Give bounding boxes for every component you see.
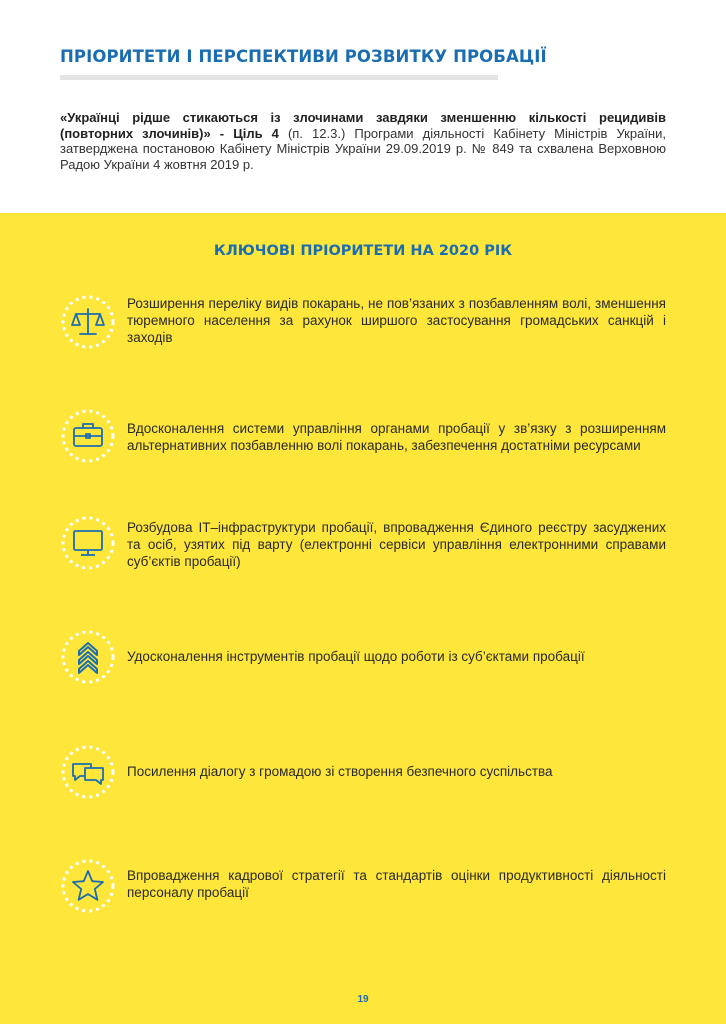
star-icon <box>60 858 116 914</box>
priority-text: Вдосконалення системи управління органами пробації у зв’язку з розширенням альтернативних позбавленню волі покарань, забезпечення достатніми ресурсами <box>127 421 666 453</box>
priority-text: Розбудова ІТ–інфраструктури пробації, впровадження Єдиного реєстру засуджених та осіб, узятих під варту (електронні сервіси управління електронними справами суб’єктів пробації) <box>127 520 666 569</box>
chat-bubbles-icon <box>60 744 116 800</box>
priority-text: Удосконалення інструментів пробації щодо роботи із суб’єктами пробації <box>127 649 585 664</box>
scales-icon <box>60 294 116 350</box>
briefcase-icon <box>60 408 116 464</box>
quote-source: (п. 12.3.) Програми діяльності Кабінету Міністрів України, затверджена постановою Кабінету Міністрів України 29.09.2019 р. № 849 та схвалена Верховною Радою України 4 жовтня 2019 р. <box>60 125 666 172</box>
page-number: 19 <box>357 994 369 1005</box>
priority-text: Розширення переліку видів покарань, не пов’язаних з позбавленням волі, зменшення тюремного населення за рахунок ширшого застосування громадських санкцій і заходів <box>127 296 666 345</box>
page-title: ПРІОРИТЕТИ І ПЕРСПЕКТИВИ РОЗВИТКУ ПРОБАЦІЇ <box>60 47 547 66</box>
page-header <box>0 0 726 213</box>
quote-bold: «Українці рідше стикаються із злочинами завдяки зменшенню кількості рецидивів (повторних злочинів)» - Ціль 4 <box>60 110 666 141</box>
chevrons-up-icon <box>60 629 116 685</box>
quote-paragraph <box>60 110 666 172</box>
section-title: КЛЮЧОВІ ПРІОРИТЕТИ НА 2020 РІК <box>213 243 513 259</box>
priority-text: Впровадження кадрової стратегії та стандартів оцінки продуктивності діяльності персоналу пробації <box>127 868 666 900</box>
title-underline <box>60 75 498 80</box>
monitor-icon <box>60 515 116 571</box>
priority-text: Посилення діалогу з громадою зі створення безпечного суспільства <box>127 764 553 779</box>
